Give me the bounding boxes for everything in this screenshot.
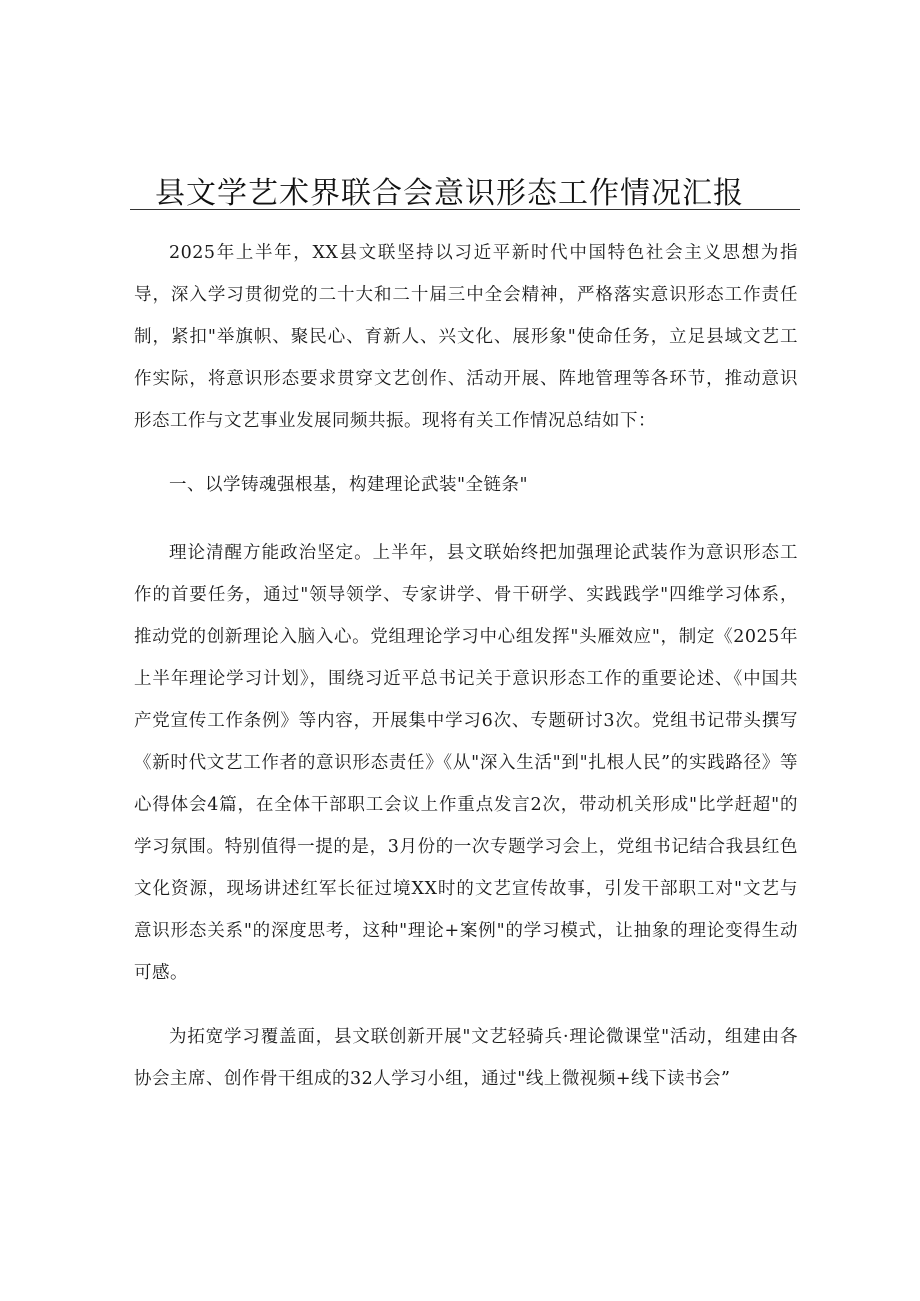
section-heading-1: 一、以学铸魂强根基，构建理论武装"全链条" [169, 475, 529, 495]
document-title: 县文学艺术界联合会意识形态工作情况汇报 [155, 176, 744, 211]
title-underline [130, 209, 800, 210]
body-paragraph-theory: 理论清醒方能政治坚定。上半年，县文联始终把加强理论武装作为意识形态工作的首要任务，通过"领导领学、专家讲学、骨干研学、实践践学"四维学习体系，推动党的创新理论入脑入心。党组理论学习中心组发挥"头雁效应"，制定《2025年上半年理论学习计划》，围绕习近平总书记关于意识形态工作的重要论述、《中国共产党宣传工作条例》等内容，开展集中学习6次、专题研讨3次。党组书记带头撰写《新时代文艺工作者的意识形态责任》《从"深入生活"到"扎根人民”的实践路径》等心得体会4篇，在全体干部职工会议上作重点发言2次，带动机关形成"比学赶超"的学习氛围。特别值得一提的是，3月份的一次专题学习会上，党组书记结合我县红色文化资源，现场讲述红军长征过境XX时的文艺宣传故事，引发干部职工对"文艺与意识形态关系"的深度思考，这种"理论+案例"的学习模式，让抽象的理论变得生动可感。 [134, 543, 798, 983]
intro-paragraph: 2025年上半年，XX县文联坚持以习近平新时代中国特色社会主义思想为指导，深入学习贯彻党的二十大和二十届三中全会精神，严格落实意识形态工作责任制，紧扣"举旗帜、聚民心、育新人、兴文化、展形象"使命任务，立足县域文艺工作实际，将意识形态要求贯穿文艺创作、活动开展、阵地管理等各环节，推动意识形态工作与文艺事业发展同频共振。现将有关工作情况总结如下： [134, 243, 798, 431]
body-paragraph-coverage: 为拓宽学习覆盖面，县文联创新开展"文艺轻骑兵·理论微课堂"活动，组建由各协会主席、创作骨干组成的32人学习小组，通过"线上微视频+线下读书会” [134, 1027, 798, 1089]
document-body [134, 232, 798, 1122]
